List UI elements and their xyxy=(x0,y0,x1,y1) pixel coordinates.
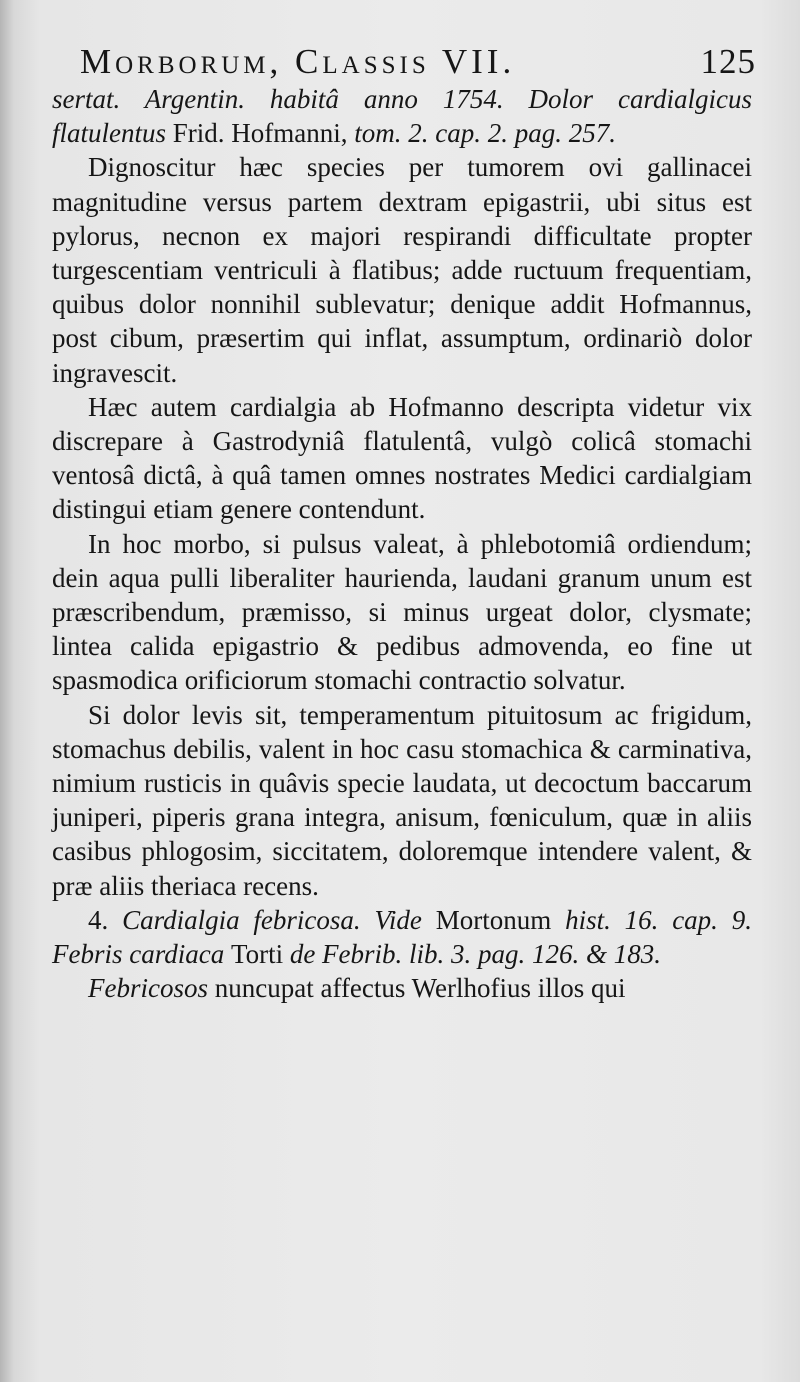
text-segment: Torti xyxy=(230,939,290,970)
text-segment: Si dolor levis sit, temperamentum pituitosum ac frigidum, stomachus debilis, valent in hoc casu stomachica & carminativa, nimium rusticis in quâvis specie laudata, ut decoctum baccarum juniperi, piperis grana integra, anisum, fœniculum, quæ in aliis casibus phlogosim, siccitatem, doloremque intendere valent, & præ aliis theriaca recens. xyxy=(52,699,752,901)
text-segment: In hoc morbo, si pulsus valeat, à phlebotomiâ ordiendum; dein aqua pulli liberaliter haurienda, laudani granum unum est præscribendum, præmisso, si minus urgeat dolor, clysmate; lintea calida epigastrio & pedibus admovenda, eo fine ut spasmodica orificiorum stomachi contractio solvatur. xyxy=(52,528,752,696)
paragraph-citation-continuation xyxy=(52,82,752,150)
running-head xyxy=(80,42,756,82)
paragraph-haec-autem xyxy=(52,390,752,527)
text-segment: Frid. Hofmanni, xyxy=(172,118,355,149)
paragraph-in-hoc-morbo xyxy=(52,527,752,698)
text-segment: Febricosos xyxy=(88,973,215,1004)
text-segment: Mortonum xyxy=(435,904,566,935)
text-segment: tom. 2. cap. 2. pag. 257. xyxy=(354,118,616,149)
page-number: 125 xyxy=(700,42,756,81)
text-segment: sertat. Argentin. habitâ anno 1754. Dolor cardialgicus flatulentus xyxy=(52,84,752,149)
text-segment: Dignoscitur hæc species per tumorem ovi gallinacei magnitudine versus partem dextram epigastrii, ubi situs est pylorus, necnon ex majori respirandi difficultate propter turgescentiam ventriculi à flatibus; adde ructuum frequentiam, quibus dolor nonnihil sublevatur; denique addit Hofmannus, post cibum, præsertim qui inflat, assumptum, ordinariò dolor ingravescit. xyxy=(52,152,752,388)
text-segment: Cardialgia febricosa. Vide xyxy=(122,904,436,935)
paragraph-febricosos xyxy=(52,971,752,1005)
paragraph-species-4 xyxy=(52,903,752,971)
text-segment: de Febrib. lib. 3. pag. 126. & 183. xyxy=(289,939,662,970)
running-title: Morborum, Classis VII. xyxy=(80,42,516,81)
paragraph-dignoscitur xyxy=(52,150,752,389)
text-segment: nuncupat affectus Werlhofius illos qui xyxy=(214,973,626,1004)
text-segment: Hæc autem cardialgia ab Hofmanno descripta videtur vix discrepare à Gastrodyniâ flatulentâ, vulgò colicâ stomachi ventosâ dictâ, à quâ tamen omnes nostrates Medici cardialgiam distingui etiam genere contendunt. xyxy=(52,391,752,525)
paragraph-si-dolor xyxy=(52,698,752,903)
text-segment: 4. xyxy=(88,904,123,935)
text-segment: hist. 16. cap. 9. Febris cardiaca xyxy=(52,904,752,970)
body-text xyxy=(52,82,752,1005)
